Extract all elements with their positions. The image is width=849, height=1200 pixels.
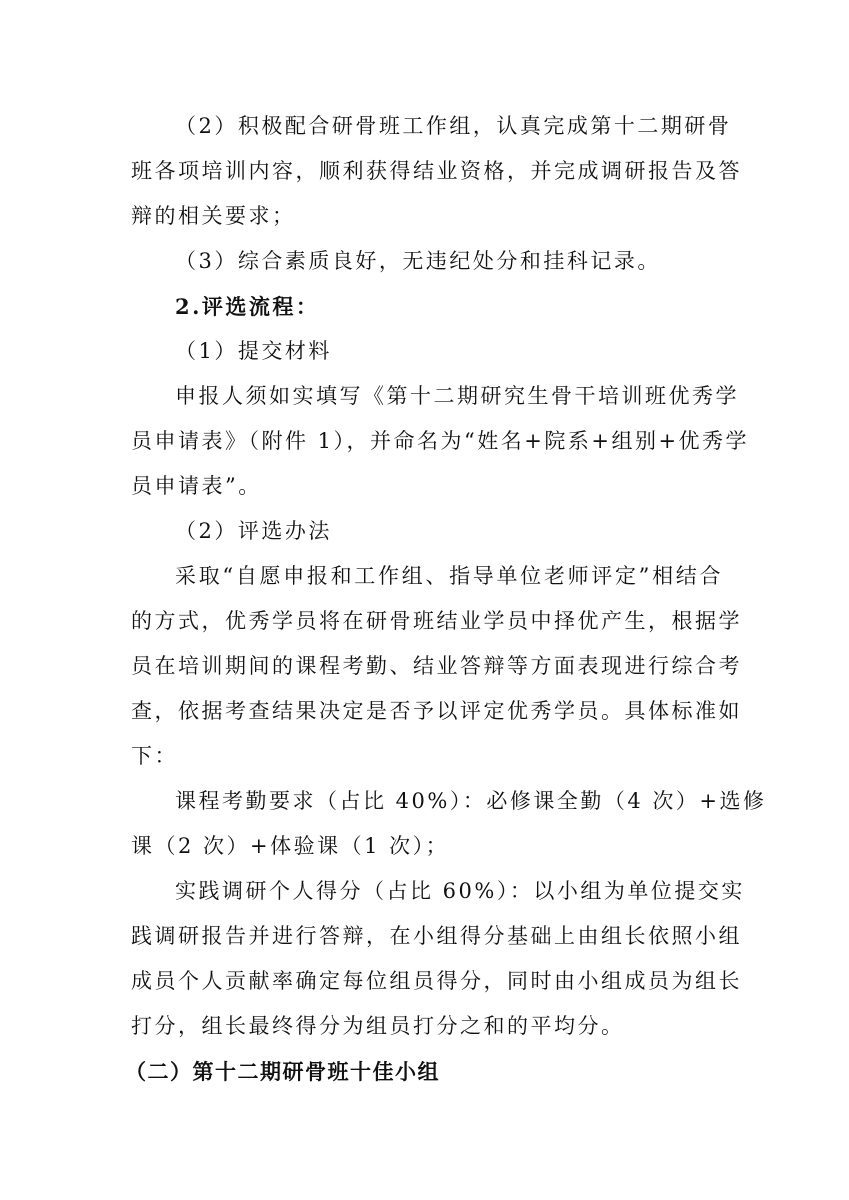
- subheading-submit-materials: [131, 329, 723, 374]
- text-line: （2）积极配合研骨班工作组，认真完成第十二期研骨: [175, 114, 732, 138]
- text-line: 打分，组长最终得分为组员打分之和的平均分。: [131, 1014, 625, 1038]
- section-heading-top-groups: [125, 1049, 723, 1094]
- document-body: [125, 104, 767, 1094]
- paragraph-selection-method: [131, 554, 742, 779]
- text-line: 课程考勤要求（占比 40%）：必修课全勤（4 次）+选修: [175, 789, 767, 813]
- text-line: 下：: [131, 744, 178, 768]
- text-line: 实践调研个人得分（占比 60%）：以小组为单位提交实: [175, 879, 745, 903]
- text-line: 的方式，优秀学员将在研骨班结业学员中择优产生，根据学: [131, 609, 742, 633]
- section-heading-process: [131, 284, 723, 329]
- text-line: （2）评选办法: [175, 519, 332, 543]
- text-line: 员申请表”。: [131, 474, 262, 498]
- text-line: 2.评选流程：: [175, 294, 320, 319]
- text-line: （二）第十二期研骨班十佳小组: [125, 1059, 440, 1084]
- text-line: 查，依据考查结果决定是否予以评定优秀学员。具体标准如: [131, 699, 742, 723]
- text-line: 采取“自愿申报和工作组、指导单位老师评定”相结合: [175, 564, 723, 588]
- paragraph-attendance: [131, 779, 767, 869]
- text-line: 员申请表》（附件 1），并命名为“姓名+院系+组别+优秀学: [131, 429, 750, 453]
- text-line: 践调研报告并进行答辩，在小组得分基础上由组长依照小组: [131, 924, 742, 948]
- text-line: 课（2 次）+体验课（1 次）；: [131, 834, 450, 858]
- text-line: 辩的相关要求；: [131, 204, 296, 228]
- subheading-selection-method: [131, 509, 723, 554]
- paragraph-criteria-3: [131, 239, 723, 284]
- text-line: （1）提交材料: [175, 339, 332, 363]
- text-line: （3）综合素质良好，无违纪处分和挂科记录。: [175, 249, 661, 273]
- text-line: 班各项培训内容，顺利获得结业资格，并完成调研报告及答: [131, 159, 742, 183]
- text-line: 申报人须如实填写《第十二期研究生骨干培训班优秀学: [175, 384, 739, 408]
- paragraph-criteria-2: [131, 104, 742, 239]
- paragraph-practice-score: [131, 869, 745, 1049]
- text-line: 成员个人贡献率确定每位组员得分，同时由小组成员为组长: [131, 969, 742, 993]
- paragraph-submit-materials: [131, 374, 750, 509]
- text-line: 员在培训期间的课程考勤、结业答辩等方面表现进行综合考: [131, 654, 742, 678]
